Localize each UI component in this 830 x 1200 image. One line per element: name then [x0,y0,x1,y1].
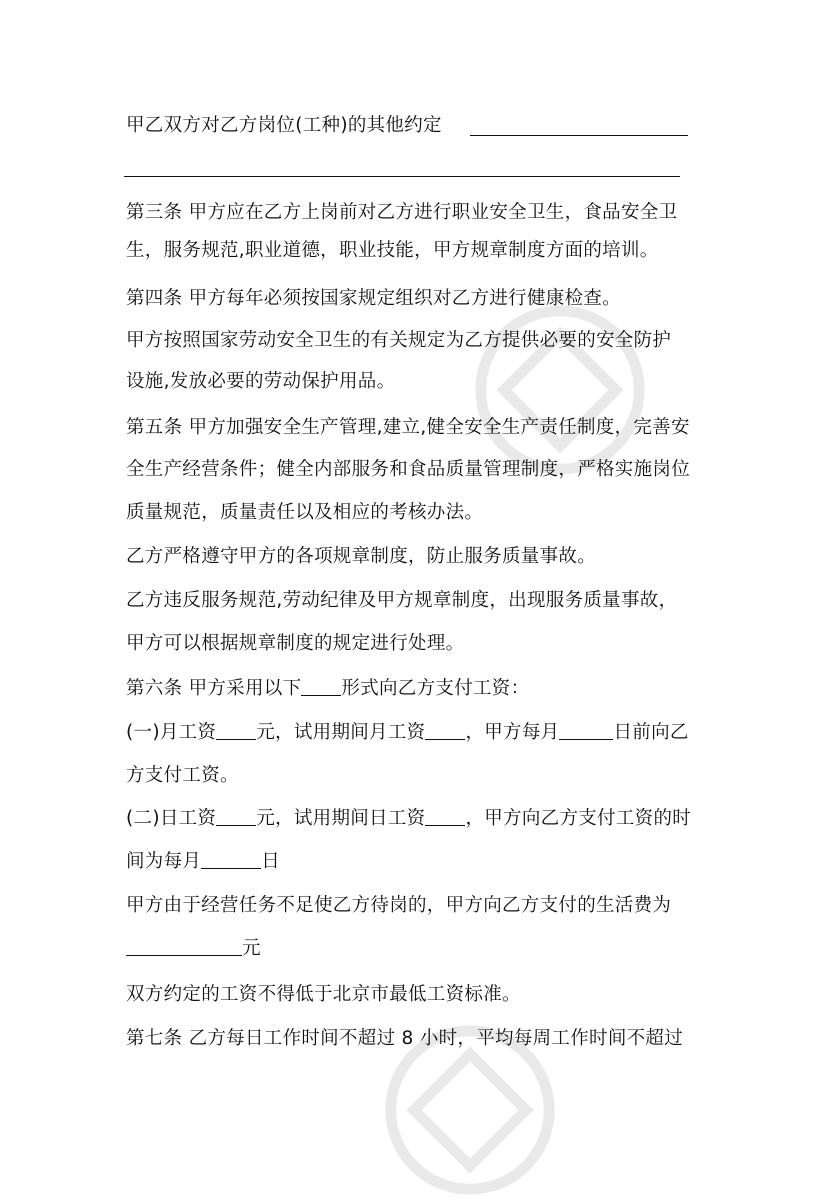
paragraph-text: 第六条 甲方采用以下 [126,678,302,699]
article-6-monthly-wage [126,721,689,745]
article-6-living-allowance [126,894,671,918]
paragraph-text: 元，试用期间月工资 [256,722,426,743]
article-5-line-5 [126,589,677,613]
fill-in-blank [216,721,256,740]
paragraph-text: 第七条 乙方每日工作时间不超过 8 小时，平均每周工作时间不超过 [126,1028,684,1049]
paragraph-text: ，甲方每月 [465,722,560,743]
paragraph-text: 形式向乙方支付工资： [341,678,530,699]
fill-in-blank [559,721,613,740]
paragraph-text: 设施,发放必要的劳动保护用品。 [126,371,396,392]
paragraph-text: 全生产经营条件；健全内部服务和食品质量管理制度，严格实施岗位 [126,459,691,480]
paragraph-text: 方支付工资。 [126,765,239,786]
article-5-line-1 [126,416,690,440]
fill-in-blank [201,850,261,869]
paragraph-text: 双方约定的工资不得低于北京市最低工资标准。 [126,984,521,1005]
paragraph-text: 甲方由于经营任务不足使乙方待岗的，甲方向乙方支付的生活费为 [126,895,672,916]
fill-in-blank [216,807,256,826]
article-5-line-6 [126,632,464,656]
fill-in-blank [301,677,341,696]
article-3-line-2 [126,239,659,263]
article-5-line-2 [126,458,690,482]
paragraph-text: (一)月工资 [126,722,217,743]
paragraph-text: ，甲方向乙方支付工资的时 [465,808,692,829]
article-3-line-1 [126,201,677,225]
paragraph-text: 生，服务规范,职业道德，职业技能，甲方规章制度方面的培训。 [126,240,659,261]
paragraph-text: 甲方按照国家劳动安全卫生的有关规定为乙方提供必要的安全防护 [126,330,672,351]
fill-in-blank-line [470,135,688,136]
paragraph-text: (二)日工资 [126,808,217,829]
paragraph-text: 日 [261,851,281,872]
fill-in-blank [425,807,465,826]
article-4-line-1 [126,287,621,311]
paragraph-text: 乙方严格遵守甲方的各项规章制度，防止服务质量事故。 [126,546,597,567]
fill-in-blank [126,937,242,956]
paragraph-text: 乙方违反服务规范,劳动纪律及甲方规章制度，出现服务质量事故， [126,590,678,611]
paragraph-text: 第五条 甲方加强安全生产管理,建立,健全安全生产责任制度，完善安 [126,417,690,438]
article-5-line-4 [126,545,596,569]
article-5-line-3 [126,501,483,525]
article-6-daily-wage [126,807,691,831]
paragraph-text: 甲方可以根据规章制度的规定进行处理。 [126,633,465,654]
article-6-line-1 [126,677,529,701]
paragraph-text: 元，试用期间日工资 [256,808,426,829]
fill-in-blank-line [124,176,680,177]
paragraph-text: 质量规范，质量责任以及相应的考核办法。 [126,502,484,523]
article-4-line-3 [126,370,395,394]
article-6-living-allowance-cont [126,937,261,961]
article-6-monthly-wage-cont [126,764,239,788]
article-6-minimum-wage [126,983,521,1007]
paragraph-other-agreements [126,114,442,138]
paragraph-text: 甲乙双方对乙方岗位(工种)的其他约定 [126,115,442,136]
article-7-line-1 [126,1027,683,1051]
article-6-daily-wage-cont [126,850,280,874]
fill-in-blank [425,721,465,740]
paragraph-text: 间为每月 [126,851,202,872]
article-4-line-2 [126,329,671,353]
paragraph-text: 日前向乙 [613,722,689,743]
watermark-stamp-icon [470,300,650,480]
paragraph-text: 元 [242,938,261,959]
paragraph-text: 第三条 甲方应在乙方上岗前对乙方进行职业安全卫生，食品安全卫 [126,202,678,223]
paragraph-text: 第四条 甲方每年必须按国家规定组织对乙方进行健康检查。 [126,288,621,309]
